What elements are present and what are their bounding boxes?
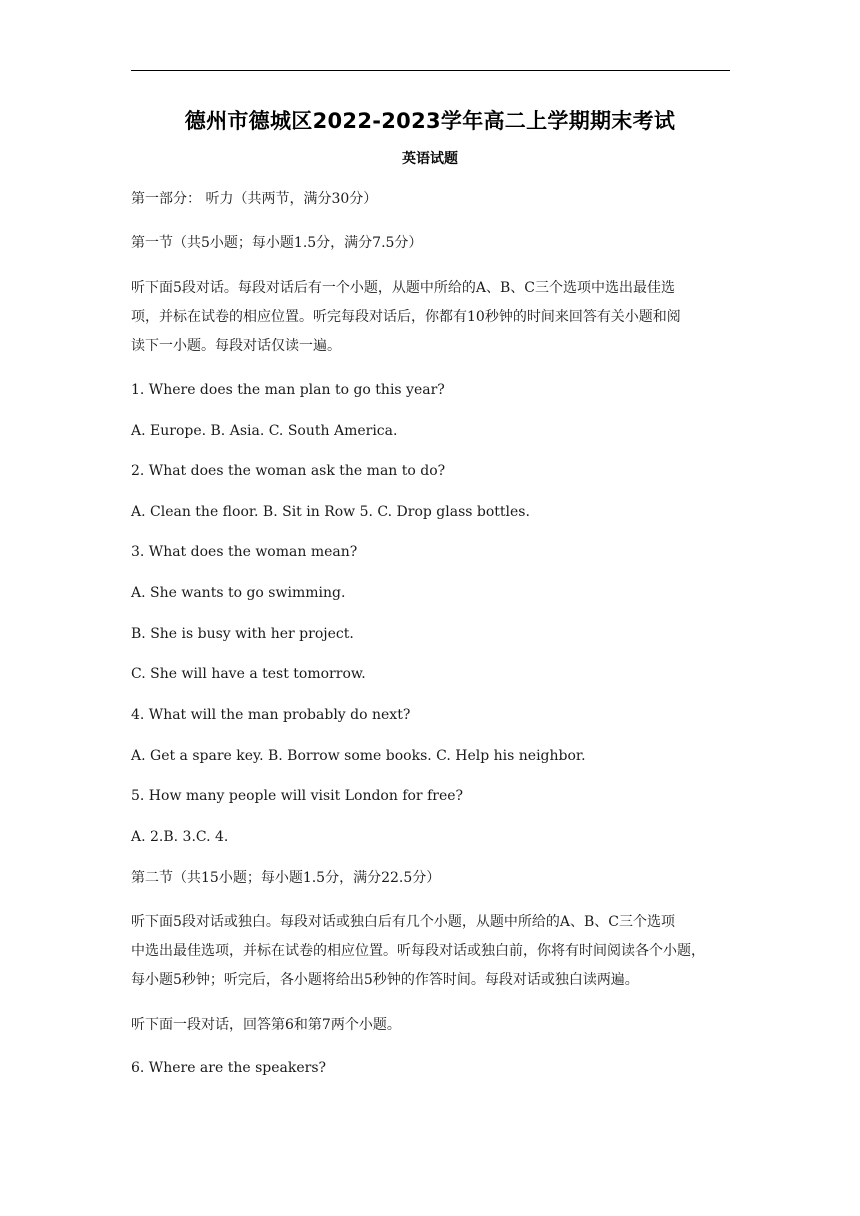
header-rule — [131, 70, 730, 71]
question-2-options: A. Clean the floor. B. Sit in Row 5. C. Drop glass bottles. — [131, 504, 530, 520]
question-3-option-c: C. She will have a test tomorrow. — [131, 666, 366, 682]
question-3-option-b: B. She is busy with her project. — [131, 626, 354, 642]
exam-subtitle: 英语试题 — [402, 151, 458, 167]
question-3: 3. What does the woman mean? — [131, 544, 358, 560]
question-1: 1. Where does the man plan to go this year? — [131, 382, 445, 398]
question-4-options: A. Get a spare key. B. Borrow some books. C. Help his neighbor. — [131, 748, 586, 764]
instruction-line: 每小题5秒钟；听完后，各小题将给出5秒钟的作答时间。每段对话或独白读两遍。 — [131, 972, 639, 988]
instruction-line: 中选出最佳选项，并标在试卷的相应位置。听每段对话或独白前，你将有时间阅读各个小题， — [131, 943, 705, 959]
exam-title: 德州市德城区2022-2023学年高二上学期期末考试 — [184, 109, 676, 133]
instruction-line: 项，并标在试卷的相应位置。听完每段对话后，你都有10秒钟的时间来回答有关小题和阅 — [131, 309, 681, 325]
instruction-line: 读下一小题。每段对话仅读一遍。 — [131, 338, 341, 354]
question-5: 5. How many people will visit London for free? — [131, 788, 464, 804]
question-3-option-a: A. She wants to go swimming. — [131, 585, 346, 601]
question-4: 4. What will the man probably do next? — [131, 707, 411, 723]
section2-instructions — [131, 908, 731, 995]
dialogue-note: 听下面一段对话，回答第6和第7两个小题。 — [131, 1017, 401, 1033]
section2-heading: 第二节（共15小题；每小题1.5分，满分22.5分） — [131, 870, 441, 886]
question-1-options: A. Europe. B. Asia. C. South America. — [131, 423, 398, 439]
instruction-line: 听下面5段对话。每段对话后有一个小题，从题中所给的A、B、C三个选项中选出最佳选 — [131, 280, 676, 296]
question-2: 2. What does the woman ask the man to do? — [131, 463, 446, 479]
question-5-options: A. 2.B. 3.C. 4. — [131, 829, 229, 845]
section1-instructions — [131, 274, 731, 361]
instruction-line: 听下面5段对话或独白。每段对话或独白后有几个小题，从题中所给的A、B、C三个选项 — [131, 914, 676, 930]
part1-heading: 第一部分： 听力（共两节，满分30分） — [131, 191, 378, 207]
question-6: 6. Where are the speakers? — [131, 1060, 327, 1076]
section1-heading: 第一节（共5小题；每小题1.5分，满分7.5分） — [131, 235, 423, 251]
